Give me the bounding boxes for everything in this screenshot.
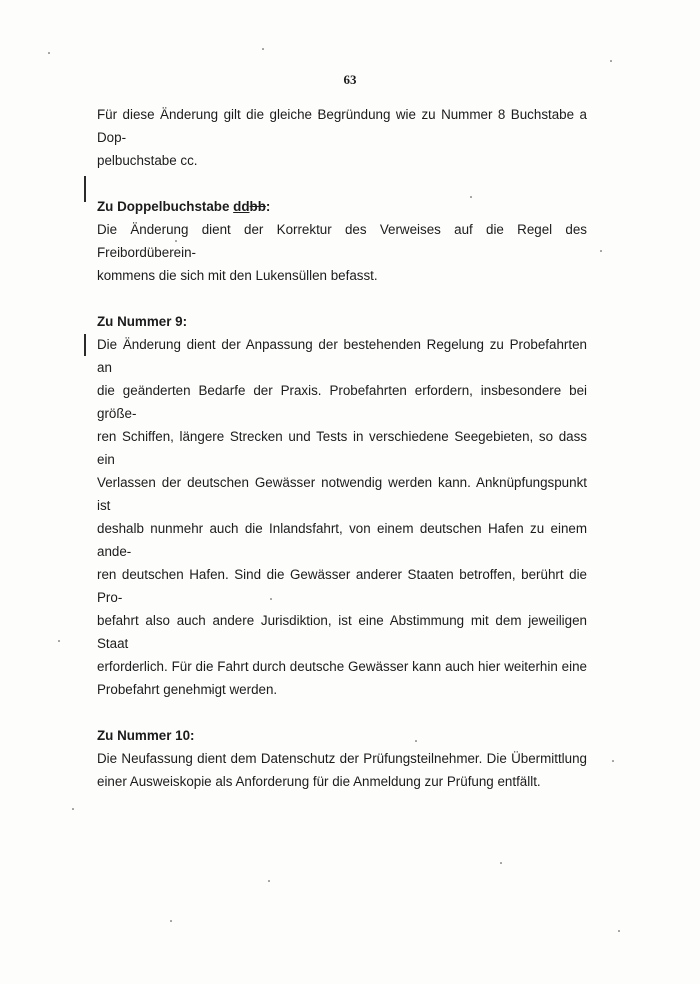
text-line: die geänderten Bedarfe der Praxis. Probefahrten erfordern, insbesondere bei größe- [97,383,587,421]
scan-speck [72,808,74,810]
inserted-text: dd [233,199,250,214]
intro-paragraph [97,103,587,172]
scan-speck [610,60,612,62]
text-line: kommens die sich mit den Lukensüllen befasst. [97,268,378,283]
section-heading-nummer-10: Zu Nummer 10: [97,728,195,743]
text-line: Die Änderung dient der Korrektur des Verweises auf die Regel des Freibordüberein- [97,222,587,260]
scan-speck [268,880,270,882]
text-line: pelbuchstabe cc. [97,153,198,168]
scan-speck [262,48,264,50]
text-line: einer Ausweiskopie als Anforderung für die Anmeldung zur Prüfung entfällt. [97,774,541,789]
scan-speck [612,760,614,762]
scan-speck [58,640,60,642]
text-line: Die Neufassung dient dem Datenschutz der Prüfungsteilnehmer. Die Übermittlung [97,751,587,766]
section-paragraph-nummer-9 [97,333,587,701]
text-line: erforderlich. Für die Fahrt durch deutsche Gewässer kann auch hier weiterhin eine [97,659,587,674]
scan-speck [170,920,172,922]
section-paragraph-doppelbuchstabe [97,218,587,287]
text-line: Die Änderung dient der Anpassung der bestehenden Regelung zu Probefahrten an [97,337,587,375]
scan-speck [500,862,502,864]
section-heading-doppelbuchstabe: Zu Doppelbuchstabe ddbb: [97,199,271,214]
scan-speck [600,250,602,252]
text-line: deshalb nunmehr auch die Inlandsfahrt, von einem deutschen Hafen zu einem ande- [97,521,587,559]
text-line: Probefahrt genehmigt werden. [97,682,278,697]
revision-bar-heading [84,176,86,202]
text-line: Für diese Änderung gilt die gleiche Begründung wie zu Nummer 8 Buchstabe a Dop- [97,107,587,145]
text-line: ren Schiffen, längere Strecken und Tests in verschiedene Seegebieten, so dass ein [97,429,587,467]
document-body [97,103,587,793]
section-paragraph-nummer-10 [97,747,587,793]
scan-speck [48,52,50,54]
text-line: ren deutschen Hafen. Sind die Gewässer anderer Staaten betroffen, berührt die Pro- [97,567,587,605]
scan-speck [618,930,620,932]
deleted-text: bb [249,199,266,214]
text-line: Verlassen der deutschen Gewässer notwendig werden kann. Anknüpfungspunkt ist [97,475,587,513]
revision-bar-paragraph [84,334,86,356]
text-line: befahrt also auch andere Jurisdiktion, ist eine Abstimmung mit dem jeweiligen Staat [97,613,587,651]
page-number: 63 [343,72,357,87]
section-heading-nummer-9: Zu Nummer 9: [97,314,188,329]
